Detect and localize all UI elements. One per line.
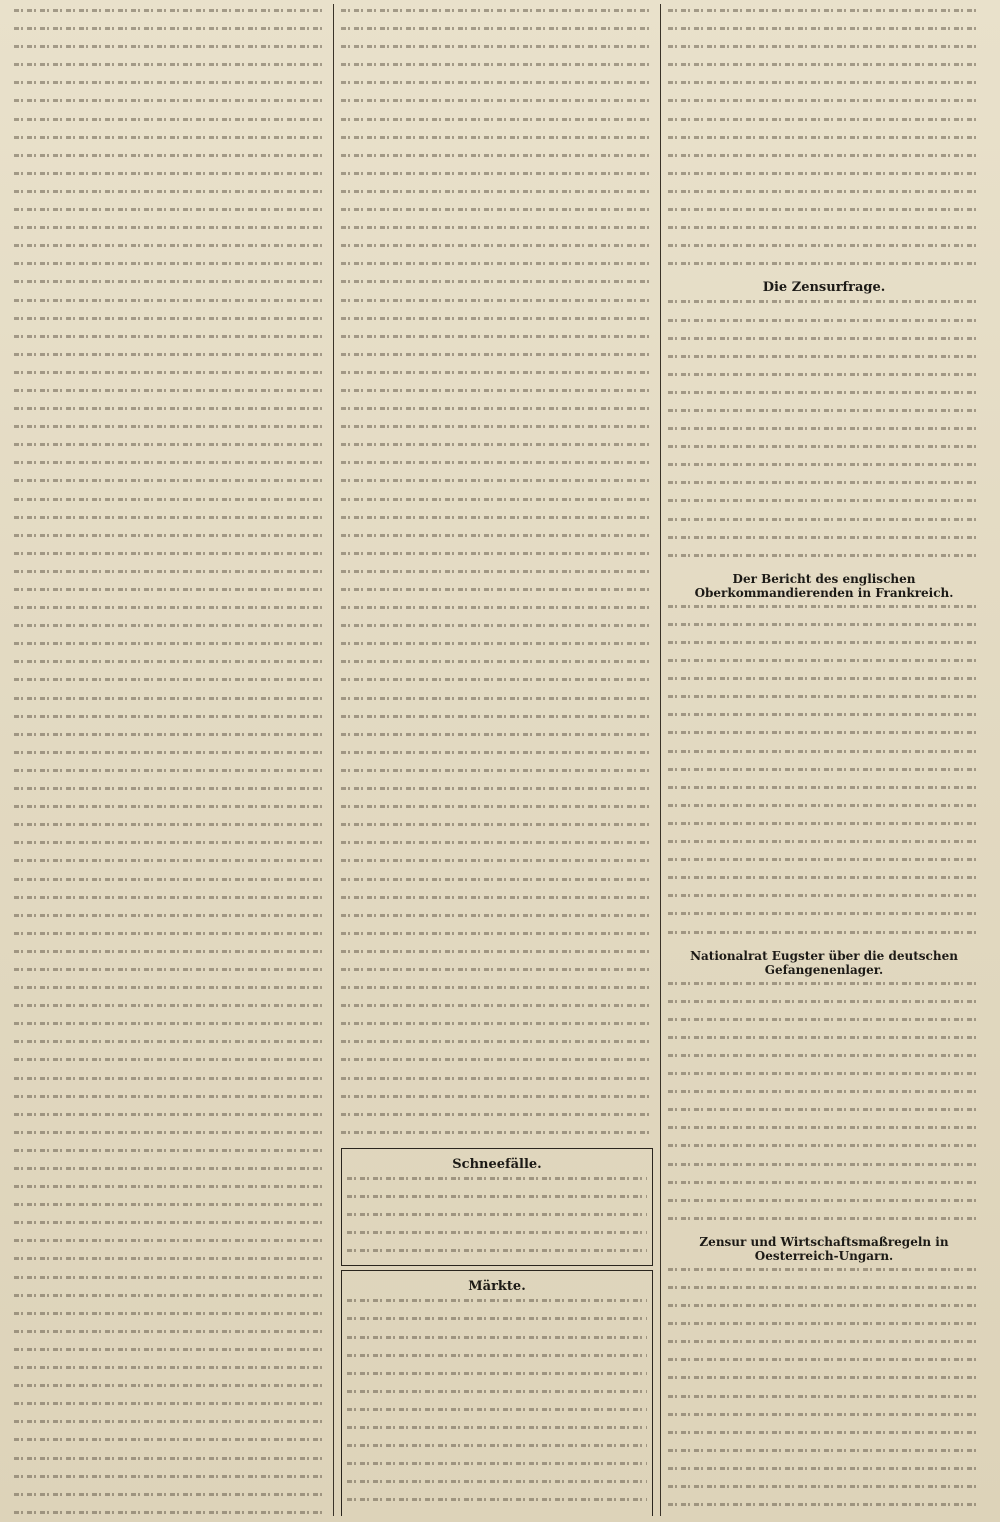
text-block — [14, 172, 326, 185]
text-block — [14, 1131, 326, 1144]
text-block — [341, 769, 653, 782]
text-block — [668, 1286, 980, 1299]
text-block — [14, 1040, 326, 1053]
text-block — [668, 786, 980, 799]
text-block — [347, 1498, 647, 1511]
text-block — [14, 317, 326, 330]
text-block — [341, 534, 653, 547]
text-block — [668, 518, 980, 531]
text-block — [14, 1348, 326, 1361]
text-block — [341, 896, 653, 909]
text-block — [668, 894, 980, 907]
text-block — [341, 570, 653, 583]
text-block — [341, 1131, 653, 1144]
text-block — [341, 733, 653, 746]
text-block — [341, 859, 653, 872]
text-block — [668, 1268, 980, 1281]
text-block — [668, 9, 980, 22]
text-block — [14, 715, 326, 728]
text-block — [14, 1402, 326, 1415]
text-block — [668, 45, 980, 58]
text-block — [668, 226, 980, 239]
text-block — [14, 986, 326, 999]
text-block — [668, 1304, 980, 1317]
text-block — [668, 427, 980, 440]
text-block — [347, 1354, 647, 1367]
text-block — [668, 1376, 980, 1389]
text-block — [668, 623, 980, 636]
text-block — [668, 154, 980, 167]
text-block — [14, 63, 326, 76]
text-block — [14, 859, 326, 872]
text-block — [341, 715, 653, 728]
text-block — [347, 1317, 647, 1330]
text-block — [347, 1480, 647, 1493]
text-block — [14, 878, 326, 891]
text-block — [14, 588, 326, 601]
text-block — [14, 190, 326, 203]
text-block — [341, 968, 653, 981]
text-block — [14, 1312, 326, 1325]
text-block — [347, 1249, 647, 1262]
text-block — [668, 876, 980, 889]
text-block — [341, 697, 653, 710]
text-block — [668, 481, 980, 494]
text-block — [341, 335, 653, 348]
text-block — [341, 823, 653, 836]
column-rule — [660, 4, 661, 1516]
text-block — [14, 697, 326, 710]
text-block — [347, 1195, 647, 1208]
text-block — [14, 1457, 326, 1470]
text-block — [14, 1493, 326, 1506]
text-block — [668, 99, 980, 112]
text-block — [14, 1004, 326, 1017]
text-block — [347, 1444, 647, 1457]
text-block — [14, 516, 326, 529]
text-block — [14, 371, 326, 384]
text-block — [668, 822, 980, 835]
text-block — [341, 1113, 653, 1126]
text-block — [14, 154, 326, 167]
text-block — [14, 136, 326, 149]
text-block — [14, 552, 326, 565]
text-block — [668, 912, 980, 925]
text-block — [14, 1294, 326, 1307]
text-block — [341, 787, 653, 800]
text-block — [347, 1462, 647, 1475]
text-block — [668, 1000, 980, 1013]
text-block — [14, 118, 326, 131]
text-block — [341, 552, 653, 565]
text-block — [341, 1077, 653, 1090]
text-block — [14, 335, 326, 348]
text-block — [668, 1413, 980, 1426]
text-block — [14, 1384, 326, 1397]
text-block — [14, 769, 326, 782]
text-block — [668, 731, 980, 744]
text-block — [341, 1004, 653, 1017]
boxed-article — [341, 1148, 653, 1266]
text-block — [668, 208, 980, 221]
text-block — [668, 1036, 980, 1049]
text-block — [668, 659, 980, 672]
text-block — [341, 45, 653, 58]
text-block — [341, 190, 653, 203]
text-block — [14, 534, 326, 547]
text-block — [668, 244, 980, 257]
text-block — [14, 27, 326, 40]
text-block — [341, 226, 653, 239]
text-block — [14, 479, 326, 492]
text-block — [668, 499, 980, 512]
text-block — [14, 570, 326, 583]
text-block — [668, 319, 980, 332]
text-block — [341, 425, 653, 438]
text-block — [341, 63, 653, 76]
text-block — [341, 986, 653, 999]
text-block — [668, 1072, 980, 1085]
text-block — [668, 118, 980, 131]
section-heading: Der Bericht des englischen Oberkommandierenden in Frankreich. — [694, 571, 954, 600]
text-block — [14, 1475, 326, 1488]
text-block — [668, 605, 980, 618]
text-block — [341, 99, 653, 112]
text-block — [668, 840, 980, 853]
text-block — [341, 371, 653, 384]
text-block — [14, 805, 326, 818]
text-block — [341, 118, 653, 131]
text-block — [14, 498, 326, 511]
text-block — [14, 244, 326, 257]
column-3 — [662, 4, 986, 1516]
text-block — [341, 479, 653, 492]
text-block — [668, 391, 980, 404]
text-block — [341, 27, 653, 40]
text-block — [341, 678, 653, 691]
text-block — [341, 317, 653, 330]
text-block — [14, 425, 326, 438]
text-block — [341, 154, 653, 167]
text-block — [341, 606, 653, 619]
text-block — [341, 1022, 653, 1035]
text-block — [341, 950, 653, 963]
text-block — [14, 1221, 326, 1234]
text-block — [14, 353, 326, 366]
text-block — [668, 536, 980, 549]
text-block — [668, 931, 980, 944]
text-block — [668, 1217, 980, 1230]
text-block — [668, 1322, 980, 1335]
text-block — [341, 642, 653, 655]
text-block — [347, 1390, 647, 1403]
text-block — [14, 99, 326, 112]
text-block — [668, 804, 980, 817]
text-block — [341, 9, 653, 22]
section-heading: Die Zensurfrage. — [762, 280, 886, 296]
text-block — [14, 81, 326, 94]
text-block — [668, 695, 980, 708]
text-block — [14, 1330, 326, 1343]
text-block — [341, 208, 653, 221]
text-block — [341, 1095, 653, 1108]
text-block — [14, 389, 326, 402]
text-block — [14, 299, 326, 312]
section-heading: Zensur und Wirtschaftsmaßregeln in Oesterreich-Ungarn. — [699, 1234, 949, 1263]
text-block — [14, 823, 326, 836]
text-block — [668, 355, 980, 368]
text-block — [347, 1426, 647, 1439]
text-block — [14, 262, 326, 275]
text-block — [341, 1058, 653, 1071]
text-block — [341, 932, 653, 945]
text-block — [668, 1467, 980, 1480]
column-2 — [335, 4, 659, 1516]
text-block — [668, 1144, 980, 1157]
text-block — [668, 1199, 980, 1212]
column-1 — [8, 4, 332, 1516]
text-block — [668, 1358, 980, 1371]
text-block — [668, 409, 980, 422]
text-block — [14, 787, 326, 800]
text-block — [14, 1239, 326, 1252]
text-block — [14, 1167, 326, 1180]
text-block — [341, 624, 653, 637]
text-block — [668, 190, 980, 203]
text-block — [14, 1366, 326, 1379]
text-block — [668, 1163, 980, 1176]
text-block — [668, 81, 980, 94]
text-block — [14, 407, 326, 420]
text-block — [341, 443, 653, 456]
section-heading: Nationalrat Eugster über die deutschen Gefangenenlager. — [690, 948, 958, 977]
text-block — [341, 172, 653, 185]
text-block — [668, 373, 980, 386]
text-block — [14, 443, 326, 456]
text-block — [341, 516, 653, 529]
text-block — [14, 1511, 326, 1516]
text-block — [14, 1058, 326, 1071]
text-block — [14, 914, 326, 927]
text-block — [341, 498, 653, 511]
text-block — [668, 1108, 980, 1121]
text-block — [668, 1126, 980, 1139]
text-block — [14, 968, 326, 981]
text-block — [668, 677, 980, 690]
text-block — [347, 1336, 647, 1349]
text-block — [668, 1054, 980, 1067]
text-block — [341, 407, 653, 420]
text-block — [14, 1438, 326, 1451]
text-block — [668, 554, 980, 567]
column-rule — [333, 4, 334, 1516]
text-block — [14, 751, 326, 764]
text-block — [668, 63, 980, 76]
text-block — [14, 1257, 326, 1270]
text-block — [14, 624, 326, 637]
text-block — [668, 262, 980, 275]
text-block — [668, 1181, 980, 1194]
text-block — [14, 1203, 326, 1216]
text-block — [668, 172, 980, 185]
text-block — [347, 1299, 647, 1312]
text-block — [341, 353, 653, 366]
text-block — [341, 751, 653, 764]
text-block — [341, 878, 653, 891]
text-block — [14, 896, 326, 909]
text-block — [341, 262, 653, 275]
text-block — [668, 750, 980, 763]
text-block — [668, 136, 980, 149]
text-block — [668, 768, 980, 781]
text-block — [14, 208, 326, 221]
text-block — [14, 280, 326, 293]
text-block — [14, 1095, 326, 1108]
text-block — [668, 1503, 980, 1516]
text-block — [341, 81, 653, 94]
text-block — [341, 299, 653, 312]
text-block — [668, 1449, 980, 1462]
text-block — [341, 280, 653, 293]
text-block — [14, 1420, 326, 1433]
boxed-article — [341, 1270, 653, 1516]
text-block — [14, 461, 326, 474]
text-block — [341, 244, 653, 257]
text-block — [14, 1185, 326, 1198]
text-block — [14, 642, 326, 655]
text-block — [341, 660, 653, 673]
text-block — [14, 1022, 326, 1035]
text-block — [14, 226, 326, 239]
text-block — [341, 805, 653, 818]
text-block — [14, 45, 326, 58]
text-block — [14, 841, 326, 854]
text-block — [14, 1276, 326, 1289]
text-block — [668, 1395, 980, 1408]
text-block — [668, 1090, 980, 1103]
text-block — [668, 713, 980, 726]
text-block — [341, 1040, 653, 1053]
text-block — [668, 337, 980, 350]
text-block — [668, 982, 980, 995]
text-block — [14, 1077, 326, 1090]
text-block — [341, 461, 653, 474]
text-block — [347, 1408, 647, 1421]
text-block — [347, 1177, 647, 1190]
text-block — [14, 1149, 326, 1162]
text-block — [668, 1340, 980, 1353]
text-block — [341, 136, 653, 149]
text-block — [14, 932, 326, 945]
text-block — [14, 1113, 326, 1126]
text-block — [668, 641, 980, 654]
text-block — [341, 588, 653, 601]
text-block — [668, 1018, 980, 1031]
text-block — [341, 841, 653, 854]
text-block — [14, 678, 326, 691]
text-block — [341, 389, 653, 402]
text-block — [668, 858, 980, 871]
text-block — [347, 1213, 647, 1226]
section-heading: Schneefälle. — [452, 1156, 542, 1172]
text-block — [668, 1485, 980, 1498]
text-block — [668, 445, 980, 458]
text-block — [14, 950, 326, 963]
text-block — [341, 914, 653, 927]
text-block — [14, 733, 326, 746]
text-block — [668, 1431, 980, 1444]
text-block — [14, 9, 326, 22]
text-block — [668, 463, 980, 476]
text-block — [347, 1231, 647, 1244]
text-block — [668, 300, 980, 313]
text-block — [668, 27, 980, 40]
text-block — [14, 660, 326, 673]
text-block — [14, 606, 326, 619]
section-heading: Märkte. — [468, 1279, 526, 1295]
text-block — [347, 1372, 647, 1385]
